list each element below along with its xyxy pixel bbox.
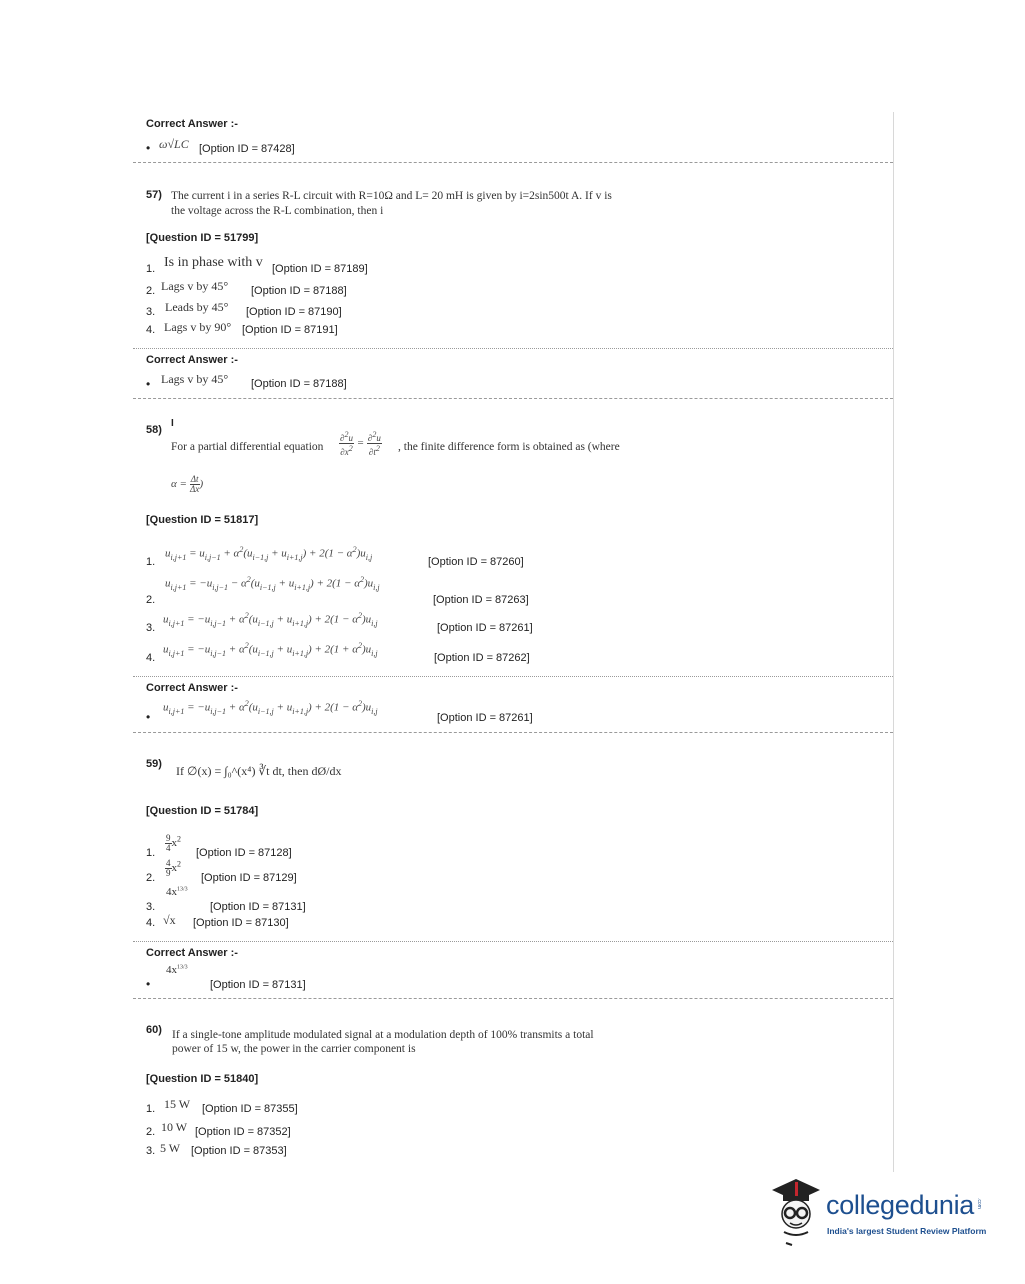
option-id: [Option ID = 87428] xyxy=(199,143,295,155)
question-id: [Question ID = 51817] xyxy=(146,514,259,526)
option-number: 3. xyxy=(146,306,156,318)
option-id: [Option ID = 87190] xyxy=(246,306,342,318)
collegedunia-logo[interactable] xyxy=(766,1176,996,1251)
answer-expression: ω√LC xyxy=(159,137,189,151)
option-id: [Option ID = 87353] xyxy=(191,1145,287,1157)
option-id: [Option ID = 87191] xyxy=(242,324,338,336)
alpha-label: α = xyxy=(171,478,187,491)
option-number: 4. xyxy=(146,324,156,336)
bullet: • xyxy=(146,710,151,724)
option-text: Leads by 45° xyxy=(165,300,229,314)
option-id: [Option ID = 87261] xyxy=(437,712,533,724)
option-text: 15 W xyxy=(164,1097,191,1111)
answer-text: Lags v by 45° xyxy=(161,372,229,386)
option-formula: $u_{i,j+1} = -u_{i,j-1} + \alpha^2(u_{i-1,j} + u_{i+1,j}) + 2(1 + \alpha^2)u_{i,j}$ xyxy=(163,641,378,658)
option-formula: $4x^{13/3}$ xyxy=(166,886,188,898)
option-id: [Option ID = 87260] xyxy=(428,556,524,568)
option-number: 3. xyxy=(146,1145,156,1157)
separator xyxy=(133,732,893,733)
question-number: 60) xyxy=(146,1024,162,1036)
correct-answer-label: Correct Answer :- xyxy=(146,354,238,366)
option-text: Is in phase with v xyxy=(164,255,263,270)
option-number: 2. xyxy=(146,285,156,297)
bullet: • xyxy=(146,141,151,155)
question-text: , the finite difference form is obtained as (where xyxy=(398,441,620,453)
question-text: If a single-tone amplitude modulated signal at a modulation depth of 100% transmits a total xyxy=(172,1029,594,1041)
question-number: 57) xyxy=(146,189,162,201)
correct-answer-label: Correct Answer :- xyxy=(146,118,238,130)
option-number: 3. xyxy=(146,622,156,634)
option-number: 1. xyxy=(146,847,156,859)
option-text: Lags v by 45° xyxy=(161,279,229,293)
option-id: [Option ID = 87130] xyxy=(193,917,289,929)
logo-tagline: India's largest Student Review Platform xyxy=(827,1226,987,1236)
option-id: [Option ID = 87131] xyxy=(210,901,306,913)
option-text: 5 W xyxy=(160,1141,181,1155)
option-formula: $\frac{4}{9}$ $x^2$ xyxy=(166,858,181,878)
option-id: [Option ID = 87261] xyxy=(437,622,533,634)
separator xyxy=(133,398,893,399)
question-id: [Question ID = 51840] xyxy=(146,1073,259,1085)
option-id: [Option ID = 87262] xyxy=(434,652,530,664)
option-formula: $u_{i,j+1} = u_{i,j-1} + \alpha^2(u_{i-1,j} + u_{i+1,j}) + 2(1 - \alpha^2)u_{i,j}$ xyxy=(165,545,373,562)
option-number: 2. xyxy=(146,594,156,606)
answer-formula: $u_{i,j+1} = -u_{i,j-1} + \alpha^2(u_{i-1,j} + u_{i+1,j}) + 2(1 - \alpha^2)u_{i,j}$ xyxy=(163,699,378,716)
bullet: • xyxy=(146,977,151,991)
question-text: the voltage across the R-L combination, then i xyxy=(171,205,384,217)
question-number: 58) xyxy=(146,424,162,436)
exam-page xyxy=(133,112,894,1172)
correct-answer-label: Correct Answer :- xyxy=(146,682,238,694)
separator xyxy=(133,998,893,999)
option-id: [Option ID = 87188] xyxy=(251,378,347,390)
option-id: [Option ID = 87128] xyxy=(196,847,292,859)
mascot-icon xyxy=(766,1176,824,1248)
answer-formula: $4x^{13/3}$ xyxy=(166,964,188,976)
separator xyxy=(133,162,893,163)
option-id: [Option ID = 87189] xyxy=(272,263,368,275)
option-formula: $u_{i,j+1} = -u_{i,j-1} - \alpha^2(u_{i-1,j} + u_{i+1,j}) + 2(1 - \alpha^2)u_{i,j}$ xyxy=(165,575,380,592)
option-number: 1. xyxy=(146,556,156,568)
option-number: 4. xyxy=(146,652,156,664)
option-id: [Option ID = 87355] xyxy=(202,1103,298,1115)
question-text: The current i in a series R-L circuit with R=10Ω and L= 20 mH is given by i=2sin500t A. If v is xyxy=(171,190,612,202)
option-formula: √x xyxy=(163,913,176,927)
logo-domain: .com xyxy=(976,1198,982,1209)
question-text: For a partial differential equation xyxy=(171,441,324,453)
separator xyxy=(133,348,893,349)
option-id: [Option ID = 87131] xyxy=(210,979,306,991)
option-id: [Option ID = 87263] xyxy=(433,594,529,606)
bullet: • xyxy=(146,377,151,391)
correct-answer-label: Correct Answer :- xyxy=(146,947,238,959)
question-text: If ∅(x) = ∫₀^(x⁴) ∛t dt, then dØ/dx xyxy=(176,764,342,778)
question-mark: I xyxy=(171,418,174,429)
option-text: 10 W xyxy=(161,1120,188,1134)
alpha-definition: α = $\frac{\Delta t}{\Delta x}$ ) xyxy=(171,474,204,494)
option-number: 4. xyxy=(146,917,156,929)
pde-equation: $\frac{\partial^2u}{\partial x^2}$ = $\frac{\partial^2u}{\partial t^2}$ xyxy=(340,430,381,457)
logo-wordmark: collegedunia xyxy=(826,1190,975,1220)
option-formula: $u_{i,j+1} = -u_{i,j-1} + \alpha^2(u_{i-1,j} + u_{i+1,j}) + 2(1 - \alpha^2)u_{i,j}$ xyxy=(163,611,378,628)
option-id: [Option ID = 87352] xyxy=(195,1126,291,1138)
option-number: 2. xyxy=(146,872,156,884)
question-text: power of 15 w, the power in the carrier component is xyxy=(172,1043,416,1055)
option-id: [Option ID = 87188] xyxy=(251,285,347,297)
question-id: [Question ID = 51799] xyxy=(146,232,259,244)
separator xyxy=(133,941,893,942)
question-id: [Question ID = 51784] xyxy=(146,805,259,817)
option-number: 1. xyxy=(146,1103,156,1115)
option-text: Lags v by 90° xyxy=(164,320,232,334)
option-formula: $\frac{9}{4}$ $x^2$ xyxy=(166,833,181,853)
option-id: [Option ID = 87129] xyxy=(201,872,297,884)
option-number: 1. xyxy=(146,263,156,275)
option-number: 2. xyxy=(146,1126,156,1138)
separator xyxy=(133,676,893,677)
option-number: 3. xyxy=(146,901,156,913)
question-number: 59) xyxy=(146,758,162,770)
